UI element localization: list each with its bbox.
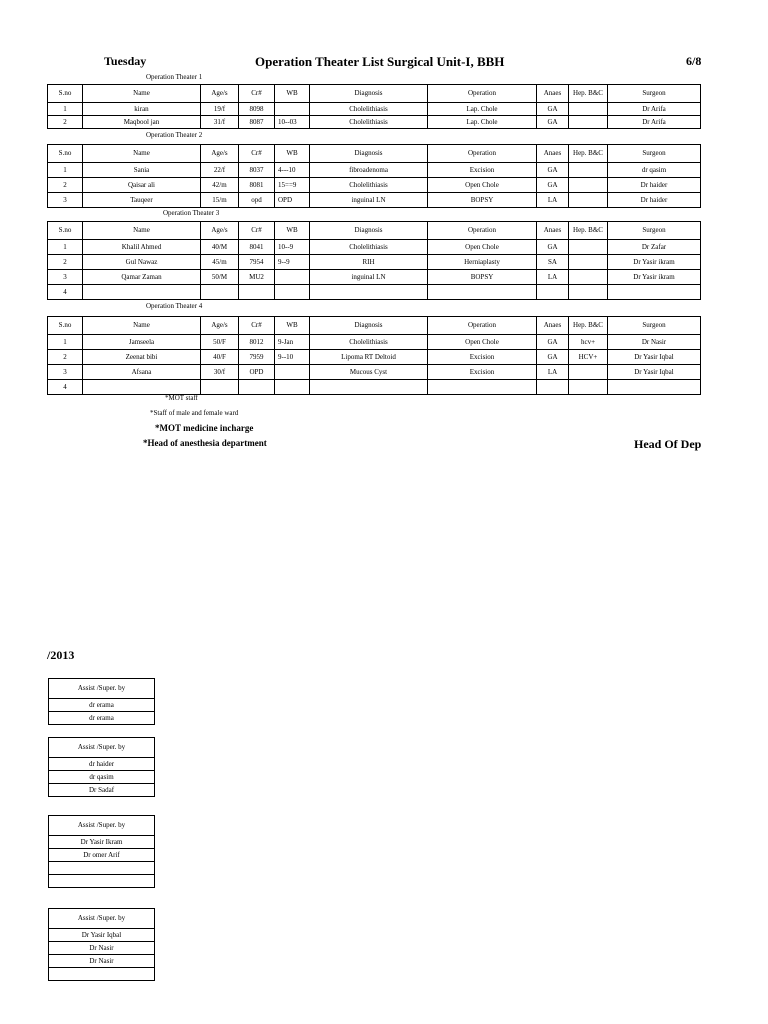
table-cell: GA: [537, 116, 569, 129]
assist-table: [48, 815, 155, 888]
column-header: Anaes: [537, 222, 569, 240]
table-cell: Dr Zafar: [608, 240, 701, 255]
table-cell: 4---10: [275, 163, 310, 178]
table-cell: [239, 285, 275, 300]
table-cell: [569, 163, 608, 178]
column-header: Surgeon: [608, 317, 701, 335]
table-cell: 1: [48, 163, 83, 178]
table-cell: fibroadenoma: [310, 163, 428, 178]
table-row: [48, 255, 701, 270]
table-cell: LA: [537, 270, 569, 285]
table-cell: [275, 270, 310, 285]
column-header: S.no: [48, 222, 83, 240]
table-cell: 10--03: [275, 116, 310, 129]
column-header: Name: [83, 222, 201, 240]
table-cell: [275, 285, 310, 300]
table-cell: [569, 240, 608, 255]
theater-label: Operation Theater 2: [146, 131, 203, 139]
assist-row: [49, 968, 155, 981]
column-header: WB: [275, 222, 310, 240]
column-header: Age/s: [201, 145, 239, 163]
table-row: [48, 240, 701, 255]
table-cell: [428, 380, 537, 395]
table-cell: Qamar Zaman: [83, 270, 201, 285]
table-cell: Gul Nawaz: [83, 255, 201, 270]
table-cell: hcv+: [569, 335, 608, 350]
note-mot-incharge: *MOT medicine incharge: [155, 423, 254, 433]
table-cell: 2: [48, 116, 83, 129]
table-cell: dr qasim: [608, 163, 701, 178]
table-cell: GA: [537, 103, 569, 116]
year-label: /2013: [47, 648, 75, 662]
table-cell: [537, 285, 569, 300]
date-label: 6/8: [686, 54, 702, 68]
table-cell: Dr Yasir ikram: [608, 270, 701, 285]
assist-row: [49, 771, 155, 784]
table-cell: [310, 285, 428, 300]
table-cell: OPD: [239, 365, 275, 380]
column-header: Operation: [428, 145, 537, 163]
table-cell: Dr Arifa: [608, 103, 701, 116]
table-cell: [310, 380, 428, 395]
table-row: [48, 285, 701, 300]
table-cell: inguinal LN: [310, 193, 428, 208]
table-cell: 42/m: [201, 178, 239, 193]
column-header: Age/s: [201, 222, 239, 240]
table-cell: [569, 365, 608, 380]
table-cell: 7954: [239, 255, 275, 270]
table-cell: 8012: [239, 335, 275, 350]
table-cell: 2: [48, 350, 83, 365]
column-header: Surgeon: [608, 222, 701, 240]
table-cell: Open Chole: [428, 240, 537, 255]
table-cell: Excision: [428, 163, 537, 178]
table-cell: GA: [537, 335, 569, 350]
operation-theater-table: [47, 316, 701, 395]
table-cell: Excision: [428, 350, 537, 365]
table-row: [48, 116, 701, 129]
column-header: S.no: [48, 145, 83, 163]
column-header: Anaes: [537, 145, 569, 163]
table-cell: 30/f: [201, 365, 239, 380]
assist-row: [49, 955, 155, 968]
column-header: Cr#: [239, 85, 275, 103]
operation-theater-table: [47, 84, 701, 129]
assist-header: Assist /Super. by: [49, 679, 155, 699]
table-cell: [537, 380, 569, 395]
table-cell: [275, 365, 310, 380]
column-header: S.no: [48, 85, 83, 103]
table-cell: opd: [239, 193, 275, 208]
table-cell: 8087: [239, 116, 275, 129]
table-cell: 15/m: [201, 193, 239, 208]
table-cell: 22/f: [201, 163, 239, 178]
table-cell: 4: [48, 380, 83, 395]
column-header: Name: [83, 145, 201, 163]
table-cell: [569, 103, 608, 116]
table-cell: 9--10: [275, 350, 310, 365]
table-cell: 3: [48, 270, 83, 285]
table-row: [48, 350, 701, 365]
day-label: Tuesday: [104, 54, 147, 68]
assist-table: [48, 908, 155, 981]
column-header: Age/s: [201, 317, 239, 335]
table-cell: Dr haider: [608, 178, 701, 193]
column-header: Operation: [428, 222, 537, 240]
assist-name: Dr Sadaf: [49, 784, 155, 797]
table-cell: 50/M: [201, 270, 239, 285]
table-cell: Cholelithiasis: [310, 335, 428, 350]
table-cell: 8081: [239, 178, 275, 193]
table-cell: Cholelithiasis: [310, 178, 428, 193]
column-header: Surgeon: [608, 145, 701, 163]
table-header-row: [48, 222, 701, 240]
assist-header: Assist /Super. by: [49, 816, 155, 836]
column-header: Operation: [428, 85, 537, 103]
table-cell: Dr Yasir Iqbal: [608, 365, 701, 380]
assist-name: Dr omer Arif: [49, 849, 155, 862]
table-cell: 1: [48, 335, 83, 350]
table-cell: Zeenat bibi: [83, 350, 201, 365]
table-cell: Khalil Ahmed: [83, 240, 201, 255]
table-cell: Lipoma RT Deltoid: [310, 350, 428, 365]
table-cell: SA: [537, 255, 569, 270]
table-cell: [428, 285, 537, 300]
table-cell: Open Chole: [428, 178, 537, 193]
operation-theater-table: [47, 221, 701, 300]
table-cell: inguinal LN: [310, 270, 428, 285]
table-cell: 2: [48, 178, 83, 193]
table-cell: [569, 285, 608, 300]
table-cell: Jamseela: [83, 335, 201, 350]
column-header: Hep. B&C: [569, 317, 608, 335]
column-header: Anaes: [537, 85, 569, 103]
table-header-row: [48, 85, 701, 103]
column-header: Cr#: [239, 145, 275, 163]
column-header: Diagnosis: [310, 222, 428, 240]
table-cell: [569, 193, 608, 208]
table-cell: kiran: [83, 103, 201, 116]
table-cell: 40/F: [201, 350, 239, 365]
column-header: WB: [275, 85, 310, 103]
table-cell: 50/F: [201, 335, 239, 350]
table-cell: [201, 285, 239, 300]
column-header: Age/s: [201, 85, 239, 103]
table-cell: 7959: [239, 350, 275, 365]
assist-row: [49, 699, 155, 712]
table-cell: 15==9: [275, 178, 310, 193]
assist-name: Dr Nasir: [49, 942, 155, 955]
table-row: [48, 335, 701, 350]
column-header: WB: [275, 317, 310, 335]
page-title: Operation Theater List Surgical Unit-I, BBH: [255, 54, 505, 69]
table-cell: 31/f: [201, 116, 239, 129]
table-cell: Dr Yasir Iqbal: [608, 350, 701, 365]
head-of-department-label: Head Of Dep: [634, 437, 702, 451]
table-cell: [83, 380, 201, 395]
column-header: Cr#: [239, 222, 275, 240]
column-header: Name: [83, 85, 201, 103]
table-cell: 8041: [239, 240, 275, 255]
table-cell: Cholelithiasis: [310, 116, 428, 129]
table-cell: LA: [537, 365, 569, 380]
column-header: Cr#: [239, 317, 275, 335]
assist-row: [49, 929, 155, 942]
column-header: Hep. B&C: [569, 145, 608, 163]
assist-name: [49, 968, 155, 981]
theater-label: Operation Theater 4: [146, 302, 203, 310]
table-cell: Mucous Cyst: [310, 365, 428, 380]
table-row: [48, 380, 701, 395]
table-cell: 3: [48, 365, 83, 380]
table-cell: Dr Arifa: [608, 116, 701, 129]
assist-row: [49, 875, 155, 888]
table-cell: 3: [48, 193, 83, 208]
table-cell: 40/M: [201, 240, 239, 255]
table-cell: Cholelithiasis: [310, 240, 428, 255]
table-cell: Afsana: [83, 365, 201, 380]
table-cell: Dr haider: [608, 193, 701, 208]
table-cell: 9--9: [275, 255, 310, 270]
table-cell: [83, 285, 201, 300]
theater-label: Operation Theater 1: [146, 73, 203, 81]
assist-row: [49, 784, 155, 797]
table-cell: Lap. Chole: [428, 103, 537, 116]
column-header: Diagnosis: [310, 145, 428, 163]
table-cell: Sania: [83, 163, 201, 178]
table-cell: [201, 380, 239, 395]
table-cell: 8098: [239, 103, 275, 116]
table-cell: HCV+: [569, 350, 608, 365]
table-cell: Herniaplasty: [428, 255, 537, 270]
table-cell: 45/m: [201, 255, 239, 270]
assist-name: [49, 875, 155, 888]
table-cell: Excision: [428, 365, 537, 380]
column-header: Hep. B&C: [569, 85, 608, 103]
table-cell: Tauqeer: [83, 193, 201, 208]
assist-name: Dr Nasir: [49, 955, 155, 968]
table-cell: [608, 285, 701, 300]
table-cell: GA: [537, 240, 569, 255]
table-cell: [239, 380, 275, 395]
assist-header: Assist /Super. by: [49, 738, 155, 758]
assist-name: dr qasim: [49, 771, 155, 784]
column-header: S.no: [48, 317, 83, 335]
assist-row: [49, 862, 155, 875]
table-cell: Lap. Chole: [428, 116, 537, 129]
note-anesthesia-head: *Head of anesthesia department: [143, 438, 267, 448]
table-cell: BOPSY: [428, 270, 537, 285]
column-header: Anaes: [537, 317, 569, 335]
table-header-row: [48, 317, 701, 335]
table-cell: LA: [537, 193, 569, 208]
table-cell: Cholelithiasis: [310, 103, 428, 116]
table-cell: [569, 116, 608, 129]
note-staff-ward: *Staff of male and female ward: [150, 409, 239, 417]
assist-row: [49, 836, 155, 849]
table-cell: [569, 255, 608, 270]
assist-name: Dr Yasir Ikram: [49, 836, 155, 849]
table-cell: [275, 103, 310, 116]
table-cell: MU2: [239, 270, 275, 285]
table-header-row: [48, 145, 701, 163]
table-cell: [275, 380, 310, 395]
table-cell: 9-Jan: [275, 335, 310, 350]
table-row: [48, 103, 701, 116]
table-cell: [569, 178, 608, 193]
theater-label: Operation Theater 3: [163, 209, 220, 217]
table-row: [48, 270, 701, 285]
assist-row: [49, 758, 155, 771]
assist-name: Dr Yasir Iqbal: [49, 929, 155, 942]
assist-name: dr haider: [49, 758, 155, 771]
table-cell: GA: [537, 178, 569, 193]
assist-name: dr erama: [49, 712, 155, 725]
table-cell: Dr Nasir: [608, 335, 701, 350]
table-cell: Qaisar ali: [83, 178, 201, 193]
table-cell: OPD: [275, 193, 310, 208]
assist-name: [49, 862, 155, 875]
table-cell: Dr Yasir ikram: [608, 255, 701, 270]
table-cell: 2: [48, 255, 83, 270]
column-header: Surgeon: [608, 85, 701, 103]
note-mot-staff: *MOT staff: [165, 394, 198, 402]
assist-row: [49, 849, 155, 862]
table-cell: [608, 380, 701, 395]
assist-row: [49, 942, 155, 955]
column-header: Diagnosis: [310, 85, 428, 103]
table-cell: Maqbool jan: [83, 116, 201, 129]
assist-table: [48, 737, 155, 797]
operation-theater-table: [47, 144, 701, 208]
table-cell: 4: [48, 285, 83, 300]
table-row: [48, 365, 701, 380]
table-cell: GA: [537, 163, 569, 178]
table-cell: 19/f: [201, 103, 239, 116]
assist-header: Assist /Super. by: [49, 909, 155, 929]
assist-row: [49, 712, 155, 725]
table-cell: 10--9: [275, 240, 310, 255]
table-row: [48, 163, 701, 178]
assist-name: dr erama: [49, 699, 155, 712]
assist-table: [48, 678, 155, 725]
table-cell: GA: [537, 350, 569, 365]
table-cell: [569, 380, 608, 395]
column-header: Hep. B&C: [569, 222, 608, 240]
table-row: [48, 178, 701, 193]
table-cell: 1: [48, 240, 83, 255]
column-header: Operation: [428, 317, 537, 335]
table-row: [48, 193, 701, 208]
table-cell: BOPSY: [428, 193, 537, 208]
column-header: WB: [275, 145, 310, 163]
table-cell: Open Chole: [428, 335, 537, 350]
table-cell: RIH: [310, 255, 428, 270]
column-header: Diagnosis: [310, 317, 428, 335]
column-header: Name: [83, 317, 201, 335]
table-cell: 1: [48, 103, 83, 116]
table-cell: [569, 270, 608, 285]
table-cell: 8037: [239, 163, 275, 178]
